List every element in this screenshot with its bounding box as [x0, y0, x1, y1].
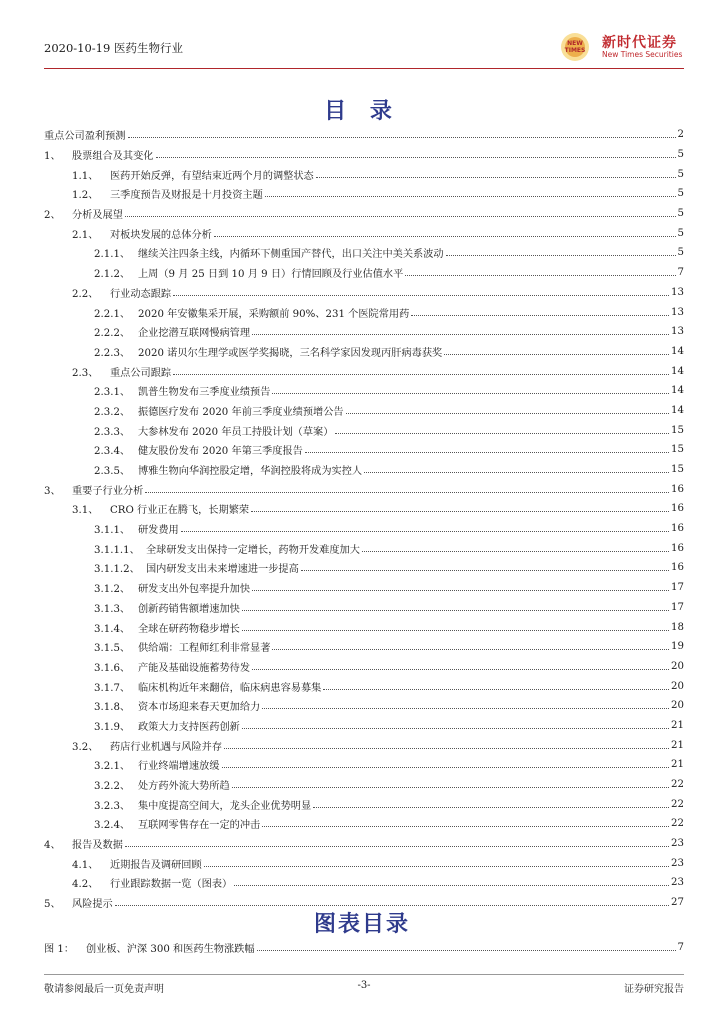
- toc-entry-title: 创业板、沪深 300 和医药生物涨跌幅: [86, 944, 255, 956]
- toc-entry-title: 互联网零售存在一定的冲击: [138, 820, 261, 832]
- toc-entry-title: 国内研发支出未来增速进一步提高: [146, 564, 299, 576]
- toc-entry-title: 资本市场迎来春天更加给力: [138, 702, 261, 714]
- toc-entry-title: 政策大力支持医药创新: [138, 721, 240, 733]
- dot-leader: [234, 885, 669, 886]
- dot-leader: [242, 630, 669, 631]
- dot-leader: [252, 334, 669, 335]
- dot-leader: [242, 610, 669, 611]
- toc-entry-title: 重点公司盈利预测: [44, 131, 126, 143]
- toc-entry-title: 药店行业机遇与风险并存: [110, 741, 223, 753]
- dot-leader: [305, 452, 669, 453]
- dot-leader: [346, 413, 669, 414]
- figure-entry[interactable]: [44, 938, 684, 958]
- toc-entry[interactable]: [44, 657, 684, 677]
- dot-leader: [125, 846, 669, 847]
- toc-entry[interactable]: [44, 361, 684, 381]
- toc-entry-number: 2.3.3、: [94, 426, 131, 438]
- logo-english-name: New Times Securities: [602, 50, 683, 59]
- toc-entry-number: 3.2、: [72, 741, 99, 753]
- svg-text:NEW: NEW: [567, 40, 583, 47]
- toc-entry-number: 1.1、: [72, 170, 99, 182]
- toc-entry-title: 行业终端增速放缓: [138, 761, 220, 773]
- toc-entry-page: 16: [671, 562, 684, 574]
- footer-divider: [44, 974, 684, 975]
- toc-entry-page: 27: [671, 897, 684, 909]
- dot-leader: [156, 157, 676, 158]
- toc-entry[interactable]: [44, 302, 684, 322]
- toc-entry-number: 2.2.1、: [94, 308, 131, 320]
- toc-entry-number: 3.2.4、: [94, 820, 131, 832]
- toc-entry[interactable]: [44, 243, 684, 263]
- toc-entry-title: 近期报告及调研回顾: [110, 859, 202, 871]
- toc-entry-number: 3.2.3、: [94, 800, 131, 812]
- toc-entry-page: 16: [671, 483, 684, 495]
- dot-leader: [335, 433, 669, 434]
- dot-leader: [251, 511, 669, 512]
- dot-leader: [323, 689, 669, 690]
- page-number: -3-: [357, 980, 371, 991]
- toc-entry[interactable]: [44, 125, 684, 145]
- toc-entry-title: 2020 诺贝尔生理学或医学奖揭晓，三名科学家因发现丙肝病毒获奖: [138, 347, 443, 359]
- toc-entry[interactable]: [44, 873, 684, 893]
- toc-entry-number: 3.1.8、: [94, 702, 131, 714]
- toc-entry-number: 3.1.1.2、: [94, 564, 140, 576]
- toc-entry-title: 医药开始反弹，有望结束近两个月的调整状态: [110, 170, 314, 182]
- toc-entry-page: 23: [671, 838, 684, 850]
- toc-entry[interactable]: [44, 538, 684, 558]
- toc-entry-title: 临床机构近年来翻倍，临床病患容易募集: [138, 682, 322, 694]
- dot-leader: [316, 177, 676, 178]
- toc-entry-page: 5: [677, 149, 684, 161]
- toc-entry-title: 博雅生物向华润控股定增，华润控股将成为实控人: [138, 466, 363, 478]
- dot-leader: [214, 236, 676, 237]
- toc-entry[interactable]: [44, 676, 684, 696]
- dot-leader: [446, 255, 676, 256]
- new-times-logo-icon: [552, 30, 598, 64]
- toc-entry-title: 供给端：工程师红利非常显著: [138, 643, 271, 655]
- header-divider: [44, 68, 684, 69]
- toc-entry-title: 重要子行业分析: [72, 485, 144, 497]
- dot-leader: [222, 767, 670, 768]
- toc-entry-number: 3、: [44, 485, 61, 497]
- toc-entry-title: 全球在研药物稳步增长: [138, 623, 240, 635]
- toc-entry-title: 行业跟踪数据一览（图表）: [110, 879, 233, 891]
- dot-leader: [128, 137, 676, 138]
- dot-leader: [115, 905, 669, 906]
- toc-entry[interactable]: [44, 696, 684, 716]
- toc-entry-title: 研发费用: [138, 525, 179, 537]
- toc-entry[interactable]: [44, 145, 684, 165]
- figures-title: 图表目录: [313, 911, 410, 937]
- toc-entry[interactable]: [44, 381, 684, 401]
- dot-leader: [313, 807, 669, 808]
- toc-entry-title: 创新药销售额增速加快: [138, 603, 240, 615]
- toc-entry-page: 22: [671, 818, 684, 830]
- toc-entry-number: 1.2、: [72, 190, 99, 202]
- toc-entry-number: 3.1.9、: [94, 721, 131, 733]
- figures-list: [44, 938, 684, 958]
- dot-leader: [411, 315, 669, 316]
- toc-entry-page: 17: [671, 601, 684, 613]
- dot-leader: [242, 728, 669, 729]
- brand-logo: [552, 30, 684, 64]
- dot-leader: [145, 492, 669, 493]
- toc-entry-title: 研发支出外包率提升加快: [138, 584, 251, 596]
- toc-entry-number: 3.2.1、: [94, 761, 131, 773]
- toc-entry-number: 3.1.7、: [94, 682, 131, 694]
- dot-leader: [262, 826, 669, 827]
- toc-entry-page: 18: [671, 621, 684, 633]
- toc-entry-number: 1、: [44, 151, 61, 163]
- toc-entry[interactable]: [44, 755, 684, 775]
- dot-leader: [224, 748, 669, 749]
- toc-entry-page: 5: [677, 247, 684, 259]
- toc-entry-title: 继续关注四条主线，内循环下侧重国产替代，出口关注中美关系波动: [138, 249, 444, 261]
- toc-entry-title: 风险提示: [72, 899, 113, 911]
- toc-entry-number: 3.1、: [72, 505, 99, 517]
- toc-entry-title: 产能及基础设施蓄势待发: [138, 662, 251, 674]
- toc-entry-page: 21: [671, 719, 684, 731]
- toc-entry-number: 2.2.2、: [94, 328, 131, 340]
- toc-entry-page: 16: [671, 503, 684, 515]
- dot-leader: [125, 216, 676, 217]
- toc-entry-page: 20: [671, 700, 684, 712]
- toc-entry-title: 振德医疗发布 2020 年前三季度业绩预增公告: [138, 406, 344, 418]
- logo-chinese-name: 新时代证券: [602, 35, 677, 51]
- toc-entry-title: 上周（9 月 25 日到 10 月 9 日）行情回顾及行业估值水平: [138, 269, 404, 281]
- toc-entry-title: 集中度提高空间大，龙头企业优势明显: [138, 800, 312, 812]
- toc-entry-page: 13: [671, 286, 684, 298]
- page-header: [44, 30, 684, 64]
- toc-entry-page: 17: [671, 582, 684, 594]
- toc-entry-number: 5、: [44, 899, 61, 911]
- toc-entry-number: 2.2.3、: [94, 347, 131, 359]
- toc-entry-page: 14: [671, 345, 684, 357]
- header-date-industry: 2020-10-19 医药生物行业: [44, 41, 183, 55]
- toc-entry-number: 2.1.2、: [94, 269, 131, 281]
- toc-entry[interactable]: [44, 853, 684, 873]
- toc-entry-page: 23: [671, 857, 684, 869]
- toc-entry-title: 股票组合及其变化: [72, 151, 154, 163]
- dot-leader: [262, 708, 669, 709]
- toc-entry-title: 企业挖潜互联网慢病管理: [138, 328, 251, 340]
- toc-entry[interactable]: [44, 617, 684, 637]
- toc-entry-page: 15: [671, 444, 684, 456]
- toc-entry[interactable]: [44, 164, 684, 184]
- toc-entry[interactable]: [44, 775, 684, 795]
- dot-leader: [232, 787, 669, 788]
- toc-entry-page: 14: [671, 404, 684, 416]
- toc-entry[interactable]: [44, 794, 684, 814]
- toc-entry-title: 报告及数据: [72, 840, 123, 852]
- toc-entry-number: 4.1、: [72, 859, 99, 871]
- toc-entry-title: 2020 年安徽集采开展，采购额前 90%、231 个医院常用药: [138, 308, 410, 320]
- toc-entry-page: 20: [671, 680, 684, 692]
- toc-entry-page: 19: [671, 641, 684, 653]
- dot-leader: [173, 374, 669, 375]
- toc-entry-number: 4.2、: [72, 879, 99, 891]
- toc-entry-number: 2.1.1、: [94, 249, 131, 261]
- toc-entry-page: 13: [671, 306, 684, 318]
- toc-entry-title: 三季度预告及财报是十月投资主题: [110, 190, 263, 202]
- dot-leader: [257, 950, 676, 951]
- toc-entry-title: 重点公司跟踪: [110, 367, 172, 379]
- toc-entry-number: 3.1.3、: [94, 603, 131, 615]
- dot-leader: [444, 354, 669, 355]
- toc-entry-title: 凯普生物发布三季度业绩预告: [138, 387, 271, 399]
- toc-entry[interactable]: [44, 578, 684, 598]
- toc-entry[interactable]: [44, 499, 684, 519]
- toc-entry[interactable]: [44, 223, 684, 243]
- toc-entry-number: 2、: [44, 210, 61, 222]
- toc-entry-number: 2.3.1、: [94, 387, 131, 399]
- dot-leader: [252, 669, 669, 670]
- dot-leader: [301, 570, 669, 571]
- dot-leader: [272, 393, 669, 394]
- toc-entry-page: 14: [671, 385, 684, 397]
- toc-entry-number: 2.3.4、: [94, 446, 131, 458]
- toc-entry[interactable]: [44, 401, 684, 421]
- toc-entry[interactable]: [44, 479, 684, 499]
- toc-entry-page: 7: [677, 267, 684, 279]
- dot-leader: [204, 866, 669, 867]
- toc-entry-number: 图 1：: [44, 944, 75, 956]
- toc-entry-page: 22: [671, 779, 684, 791]
- toc-entry-number: 2.3、: [72, 367, 99, 379]
- toc-entry-page: 22: [671, 798, 684, 810]
- toc-entry-number: 4、: [44, 840, 61, 852]
- toc-entry-page: 23: [671, 877, 684, 889]
- toc-entry-title: 分析及展望: [72, 210, 123, 222]
- toc-entry-number: 2.3.5、: [94, 466, 131, 478]
- toc-entry[interactable]: [44, 460, 684, 480]
- toc-entry-title: CRO 行业正在腾飞，长期繁荣: [110, 505, 250, 517]
- toc-entry[interactable]: [44, 184, 684, 204]
- toc-entry-page: 15: [671, 424, 684, 436]
- toc-entry[interactable]: [44, 283, 684, 303]
- toc-entry[interactable]: [44, 420, 684, 440]
- toc-entry[interactable]: [44, 637, 684, 657]
- toc-entry-page: 5: [677, 227, 684, 239]
- toc-entry[interactable]: [44, 716, 684, 736]
- report-type: 证券研究报告: [624, 984, 684, 995]
- toc-entry-title: 健友股份发布 2020 年第三季度报告: [138, 446, 303, 458]
- dot-leader: [272, 649, 669, 650]
- toc-entry-number: 3.1.2、: [94, 584, 131, 596]
- toc-entry-page: 21: [671, 739, 684, 751]
- toc-entry-page: 20: [671, 660, 684, 672]
- toc-entry-number: 3.1.1、: [94, 525, 131, 537]
- toc-entry-page: 13: [671, 326, 684, 338]
- page-footer: [44, 980, 684, 994]
- toc-entry-page: 2: [677, 129, 684, 141]
- toc-entry[interactable]: [44, 834, 684, 854]
- toc-entry-page: 5: [677, 168, 684, 180]
- dot-leader: [252, 590, 669, 591]
- toc-entry-page: 7: [677, 942, 684, 954]
- dot-leader: [173, 295, 669, 296]
- toc-entry[interactable]: [44, 263, 684, 283]
- dot-leader: [265, 196, 676, 197]
- toc-entry-number: 2.2、: [72, 288, 99, 300]
- toc-entry[interactable]: [44, 598, 684, 618]
- toc-entry-title: 处方药外流大势所趋: [138, 781, 230, 793]
- toc-entry-title: 对板块发展的总体分析: [110, 229, 212, 241]
- toc-entry[interactable]: [44, 814, 684, 834]
- toc-entry-title: 大参林发布 2020 年员工持股计划（草案）: [138, 426, 334, 438]
- toc-entry-number: 3.2.2、: [94, 781, 131, 793]
- toc-entry-number: 3.1.4、: [94, 623, 131, 635]
- toc-entry-number: 3.1.5、: [94, 643, 131, 655]
- toc-entry[interactable]: [44, 322, 684, 342]
- toc-entry-page: 5: [677, 188, 684, 200]
- disclaimer-note: 敬请参阅最后一页免责声明: [44, 984, 164, 995]
- toc-entry-page: 16: [671, 542, 684, 554]
- toc-entry-number: 2.1、: [72, 229, 99, 241]
- toc-entry[interactable]: [44, 735, 684, 755]
- dot-leader: [405, 275, 675, 276]
- toc-entry[interactable]: [44, 440, 684, 460]
- toc-entry-title: 行业动态跟踪: [110, 288, 172, 300]
- toc-entry[interactable]: [44, 519, 684, 539]
- toc-entry[interactable]: [44, 558, 684, 578]
- svg-text:TIMES: TIMES: [564, 47, 586, 54]
- dot-leader: [362, 551, 669, 552]
- toc-entry-title: 全球研发支出保持一定增长，药物开发难度加大: [146, 544, 360, 556]
- dot-leader: [181, 531, 669, 532]
- toc-entry-page: 16: [671, 523, 684, 535]
- toc-title: 目 录: [324, 98, 400, 124]
- dot-leader: [364, 472, 669, 473]
- toc-entry-page: 5: [677, 208, 684, 220]
- toc-entry-page: 15: [671, 464, 684, 476]
- table-of-contents: [44, 125, 684, 913]
- toc-entry-number: 2.3.2、: [94, 406, 131, 418]
- toc-entry[interactable]: [44, 342, 684, 362]
- toc-entry-number: 3.1.1.1、: [94, 544, 140, 556]
- toc-entry-number: 3.1.6、: [94, 662, 131, 674]
- toc-entry[interactable]: [44, 204, 684, 224]
- toc-entry-page: 14: [671, 365, 684, 377]
- toc-entry-page: 21: [671, 759, 684, 771]
